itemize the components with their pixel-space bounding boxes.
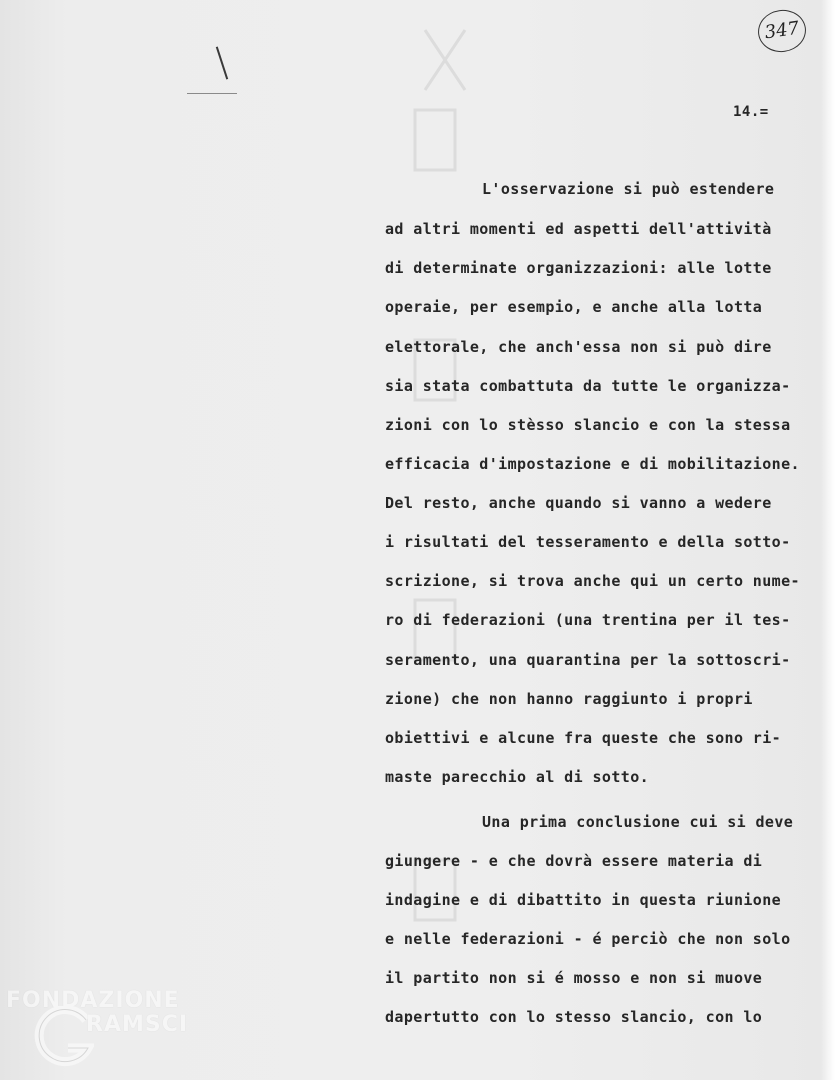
text-line: seramento, una quarantina per la sottoscri- bbox=[385, 651, 791, 669]
text-line: ro di federazioni (una trentina per il tes- bbox=[385, 611, 791, 629]
text-line: i risultati del tesseramento e della sotto- bbox=[385, 533, 791, 551]
fondazione-gramsci-logo bbox=[0, 988, 210, 1076]
text-line: operaie, per esempio, e anche alla lotta bbox=[385, 298, 763, 316]
text-line: elettorale, che anch'essa non si può dire bbox=[385, 338, 772, 356]
text-line: il partito non si é mosso e non si muove bbox=[385, 969, 763, 987]
pencil-mark bbox=[216, 47, 228, 80]
text-line: ad altri momenti ed aspetti dell'attività bbox=[385, 220, 772, 238]
text-line: zioni con lo stèsso slancio e con la stessa bbox=[385, 416, 791, 434]
text-line: e nelle federazioni - é perciò che non solo bbox=[385, 930, 791, 948]
pencil-line bbox=[187, 93, 237, 94]
page-number: 14.= bbox=[733, 104, 769, 120]
text-line: sia stata combattuta da tutte le organizza- bbox=[385, 377, 791, 395]
text-line: Una prima conclusione cui si deve bbox=[482, 813, 794, 831]
logo-g-icon bbox=[34, 1006, 94, 1070]
page-edge bbox=[821, 0, 835, 1080]
text-line: maste parecchio al di sotto. bbox=[385, 768, 650, 786]
logo-text-line1: FONDAZIONE bbox=[6, 988, 180, 1013]
text-line: dapertutto con lo stesso slancio, con lo bbox=[385, 1008, 763, 1026]
text-line: L'osservazione si può estendere bbox=[482, 180, 775, 198]
text-line: di determinate organizzazioni: alle lotte bbox=[385, 259, 772, 277]
text-line: giungere - e che dovrà essere materia di bbox=[385, 852, 763, 870]
text-line: Del resto, anche quando si vanno a wedere bbox=[385, 494, 772, 512]
archive-page-stamp: 347 bbox=[755, 7, 808, 55]
logo-text-line2: RAMSCI bbox=[86, 1012, 189, 1037]
text-line: efficacia d'impostazione e di mobilitazione. bbox=[385, 455, 800, 473]
text-line: scrizione, si trova anche qui un certo nume- bbox=[385, 572, 800, 590]
text-line: indagine e di dibattito in questa riunione bbox=[385, 891, 782, 909]
text-line: obiettivi e alcune fra queste che sono ri- bbox=[385, 729, 782, 747]
text-line: zione) che non hanno raggiunto i propri bbox=[385, 690, 753, 708]
